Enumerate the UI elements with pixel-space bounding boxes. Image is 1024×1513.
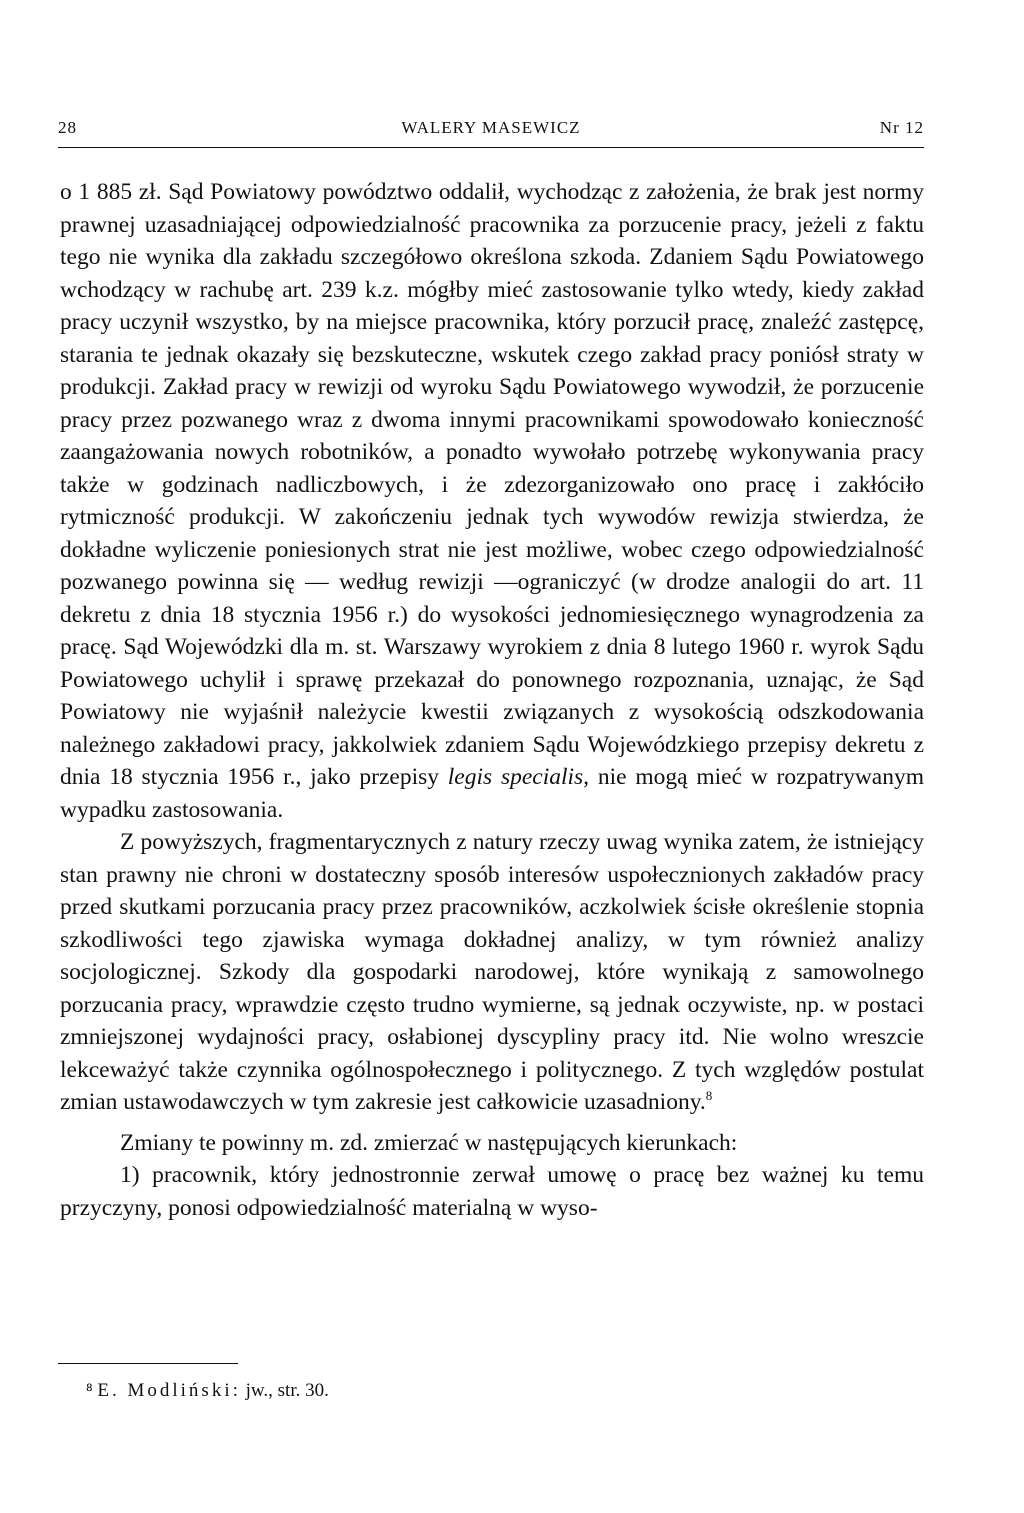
paragraph-1-tail: nie mogą mieć w rozpatrywanym wypadku zastosowania.	[60, 764, 924, 823]
page-number: 28	[58, 118, 77, 137]
footnote-author: E. Modliński:	[97, 1380, 241, 1401]
paragraph-3: Zmiany te powinny m. zd. zmierzać w następujących kierunkach:	[120, 1129, 738, 1156]
body-text	[60, 176, 924, 1224]
footnote-rule	[58, 1363, 238, 1364]
issue-number: Nr 12	[879, 118, 924, 137]
footnote-marker: ⁸	[86, 1380, 93, 1401]
paragraph-2	[60, 826, 924, 1119]
running-title: WALERY MASEWICZ	[401, 118, 581, 137]
paragraph-2-text: Z powyższych, fragmentarycznych z natury rzeczy uwag wynika zatem, że istniejący stan prawny nie chroni w dostateczny sposób interesów uspołecznionych zakładów pracy przed skutkami porzucania pracy przez pracowników, aczkolwiek ścisłe określenie stopnia szkodliwości tego zjawiska wymaga dokładnej analizy, w tym również analizy socjologicznej. Szkody dla gospodarki narodowej, które wynikają z samowolnego porzucania pracy, wprawdzie często trudno wymierne, są jednak oczywiste, np. w postaci zmniejszonej wydajności pracy, osłabionej dyscypliny pracy itd. Nie wolno wreszcie lekceważyć także czynnika ogólnospołecznego i politycznego. Z tych względów postulat zmian ustawodawczych w tym zakresie jest całkowicie uzasadniony.	[60, 829, 924, 1115]
footnote-reference: 8	[705, 1088, 713, 1104]
paragraph-1-italic: legis specialis,	[447, 764, 590, 790]
header-rule	[58, 147, 924, 148]
paragraph-1	[60, 176, 924, 826]
paragraph-4: 1) pracownik, który jednostronnie zerwał umowę o pracę bez ważnej ku temu przyczyny, ponosi odpowiedzialność materialną w wyso-	[60, 1162, 924, 1221]
running-header	[58, 118, 924, 142]
footnote-source: jw., str. 30.	[245, 1380, 329, 1401]
footnote	[86, 1380, 924, 1402]
paragraph-1-text: o 1 885 zł. Sąd Powiatowy powództwo oddalił, wychodząc z założenia, że brak jest normy prawnej uzasadniającej odpowiedzialność pracownika za porzucenie pracy, jeżeli z faktu tego nie wynika dla zakładu szczegółowo określona szkoda. Zdaniem Sądu Powiatowego wchodzący w rachubę art. 239 k.z. mógłby mieć zastosowanie tylko wtedy, kiedy zakład pracy uczynił wszystko, by na miejsce pracownika, który porzucił pracę, znaleźć zastępcę, starania te jednak okazały się bezskuteczne, wskutek czego zakład pracy poniósł straty w produkcji. Zakład pracy w rewizji od wyroku Sądu Powiatowego wywodził, że porzucenie pracy przez pozwanego wraz z dwoma innymi pracownikami spowodowało konieczność zaangażowania nowych robotników, a ponadto wywołało potrzebę wykonywania pracy także w godzinach nadliczbowych, i że zdezorganizowało ono pracę i zakłóciło rytmiczność produkcji. W zakończeniu jednak tych wywodów rewizja stwierdza, że dokładne wyliczenie poniesionych strat nie jest możliwe, wobec czego odpowiedzialność pozwanego powinna się — według rewizji —ograniczyć (w drodze analogii do art. 11 dekretu z dnia 18 stycznia 1956 r.) do wysokości jednomiesięcznego wynagrodzenia za pracę. Sąd Wojewódzki dla m. st. Warszawy wyrokiem z dnia 8 lutego 1960 r. wyrok Sądu Powiatowego uchylił i sprawę przekazał do ponownego rozpoznania, uznając, że Sąd Powiatowy nie wyjaśnił należycie kwestii związanych z wysokością odszkodowania należnego zakładowi pracy, jakkolwiek zdaniem Sądu Wojewódzkiego przepisy dekretu z dnia 18 stycznia 1956 r., jako przepisy	[60, 179, 924, 790]
